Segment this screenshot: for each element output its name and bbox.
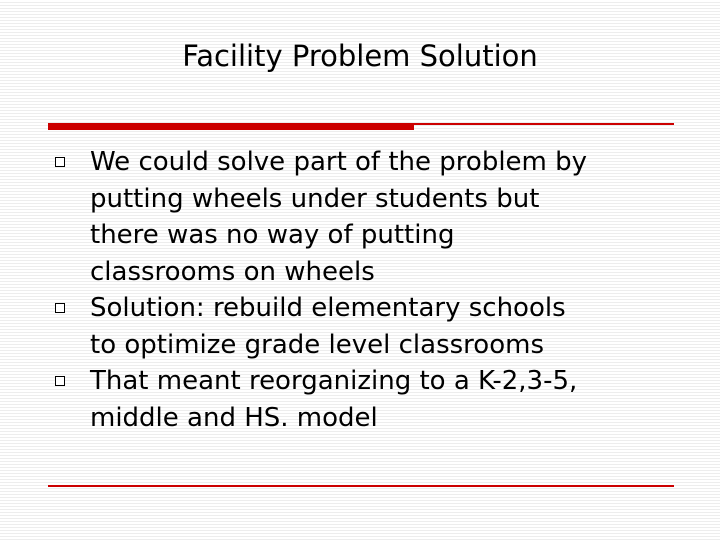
bullet-line: Solution: rebuild elementary schools bbox=[90, 293, 566, 323]
title-accent-rule bbox=[48, 123, 414, 130]
bullet-item bbox=[0, 290, 690, 363]
hollow-square-bullet-icon bbox=[55, 376, 65, 386]
bullet-line: classrooms on wheels bbox=[90, 256, 375, 287]
bullet-line: putting wheels under students but bbox=[90, 183, 540, 214]
bullet-line: middle and HS. model bbox=[90, 402, 378, 433]
hollow-square-bullet-icon bbox=[55, 303, 65, 313]
bullet-item bbox=[0, 144, 690, 290]
title-thin-rule bbox=[414, 123, 674, 125]
bullet-line: there was no way of putting bbox=[90, 220, 455, 250]
bullet-item bbox=[0, 363, 690, 436]
bullet-line: We could solve part of the problem by bbox=[90, 147, 588, 177]
bullet-line: to optimize grade level classrooms bbox=[90, 329, 544, 360]
bullet-list bbox=[0, 144, 720, 436]
slide-title: Facility Problem Solution bbox=[182, 39, 538, 73]
bullet-line: That meant reorganizing to a K-2,3-5, bbox=[90, 366, 578, 396]
hollow-square-bullet-icon bbox=[55, 157, 65, 167]
footer-rule bbox=[48, 485, 674, 487]
